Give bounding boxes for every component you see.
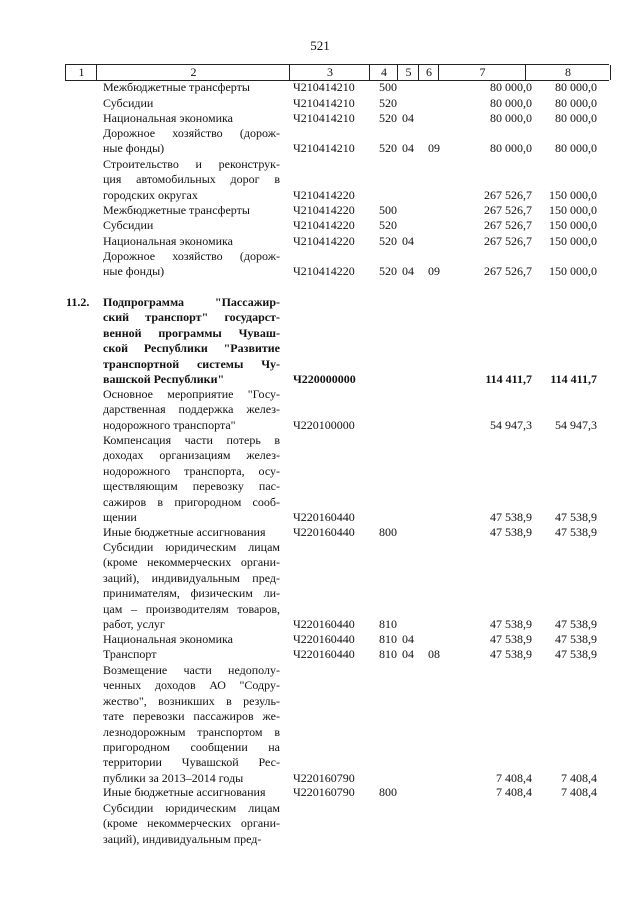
row-name	[103, 295, 280, 387]
budget-code: Ч220160790	[293, 770, 355, 785]
row-name	[103, 387, 280, 433]
amount-col7: 267 526,7	[484, 187, 532, 202]
amount-col7: 80 000,0	[490, 96, 532, 110]
section: 04	[402, 141, 414, 156]
budget-code: Ч210414210	[293, 141, 355, 156]
budget-code: Ч220160440	[293, 647, 355, 661]
header-col-2: 2	[96, 65, 290, 80]
budget-code: Ч210414220	[293, 218, 355, 232]
row-name-line: тате перевозки пассажиров же-	[103, 709, 280, 724]
row-name-line: работ, услуг	[103, 616, 165, 631]
row-name-line: Межбюджетные трансферты	[103, 80, 250, 94]
row-name	[103, 234, 280, 249]
row-name-line: заций), индивидуальным пред-	[103, 570, 280, 585]
amount-col8: 47 538,9	[555, 617, 597, 631]
row-name-line: ской Республики "Развитие	[103, 341, 280, 356]
budget-code: Ч220000000	[293, 372, 356, 386]
row-name	[103, 203, 280, 218]
row-name-line: Национальная экономика	[103, 632, 233, 646]
table-header	[65, 64, 609, 81]
header-col-5: 5	[397, 65, 419, 80]
row-name	[103, 126, 280, 157]
row-name	[103, 80, 280, 95]
expense-group: 520	[379, 141, 397, 156]
row-name-line: Дорожное хозяйство (дорож-	[103, 126, 280, 140]
amount-col8: 7 408,4	[561, 785, 597, 799]
amount-col8: 150 000,0	[549, 264, 597, 279]
row-name-line: нодорожного транспорта"	[103, 417, 236, 432]
row-name-line: щении	[103, 509, 137, 524]
row-name-line: цам – производителям товаров,	[103, 601, 280, 616]
amount-col7: 47 538,9	[490, 632, 532, 646]
expense-group: 520	[379, 264, 397, 279]
row-name	[103, 785, 280, 800]
amount-col7: 267 526,7	[484, 203, 532, 217]
row-name-line: ные фонды)	[103, 264, 165, 279]
subsection: 09	[428, 141, 440, 156]
row-name-line: (кроме некоммерческих органи-	[103, 816, 280, 831]
budget-code: Ч220160440	[293, 510, 355, 524]
row-name-line: территории Чувашской Рес-	[103, 755, 280, 770]
amount-col7: 47 538,9	[490, 647, 532, 661]
row-name-line: Транспорт	[103, 647, 157, 661]
row-name-line: Иные бюджетные ассигнования	[103, 785, 266, 799]
row-name-line: сажиров в пригородном сооб-	[103, 494, 280, 509]
amount-col7: 80 000,0	[490, 141, 532, 156]
row-name-line: публики за 2013–2014 годы	[103, 770, 244, 785]
row-name-line: Субсидии	[103, 218, 154, 232]
header-col-3: 3	[289, 65, 370, 80]
row-name-line: Основное мероприятие "Госу-	[103, 387, 280, 401]
header-col-7: 7	[438, 65, 526, 80]
page-number: 521	[310, 38, 330, 53]
amount-col8: 150 000,0	[549, 187, 597, 202]
expense-group: 500	[379, 80, 397, 94]
budget-code: Ч220160440	[293, 525, 355, 539]
row-name	[103, 96, 280, 111]
row-name-line: Субсидии	[103, 96, 154, 110]
row-name-line: заций), индивидуальным пред-	[103, 831, 262, 846]
budget-code: Ч210414220	[293, 203, 355, 217]
row-name-line: вашской Республики"	[103, 371, 225, 386]
amount-col8: 80 000,0	[555, 111, 597, 125]
row-name-line: Подпрограмма "Пассажир-	[103, 295, 280, 309]
row-name-line: Строительство и реконструк-	[103, 157, 280, 171]
amount-col7: 7 408,4	[496, 785, 532, 799]
row-name	[103, 801, 280, 847]
amount-col8: 47 538,9	[555, 525, 597, 539]
row-name	[103, 647, 280, 662]
row-name-line: венной программы Чуваш-	[103, 325, 280, 340]
budget-code: Ч220160440	[293, 632, 355, 646]
row-name-line: дарственная поддержка желез-	[103, 402, 280, 417]
row-name-line: ные фонды)	[103, 141, 165, 156]
amount-col7: 114 411,7	[485, 372, 532, 386]
row-name-line: нодорожного транспорта, осу-	[103, 463, 280, 478]
amount-col8: 54 947,3	[555, 417, 597, 432]
amount-col8: 80 000,0	[555, 141, 597, 156]
row-name-line: ция автомобильных дорог в	[103, 172, 280, 187]
amount-col7: 54 947,3	[490, 417, 532, 432]
row-name-line: Субсидии юридическим лицам	[103, 540, 280, 554]
expense-group: 520	[379, 111, 397, 125]
amount-col7: 47 538,9	[490, 510, 532, 524]
row-name-line: Дорожное хозяйство (дорож-	[103, 249, 280, 263]
amount-col8: 114 411,7	[550, 372, 597, 386]
row-name-line: транспортной системы Чу-	[103, 356, 280, 371]
budget-code: Ч220100000	[293, 417, 355, 432]
amount-col8: 47 538,9	[555, 510, 597, 524]
section: 04	[402, 234, 414, 248]
section: 04	[402, 111, 414, 125]
row-name-line: ществляющим перевозку пас-	[103, 479, 280, 494]
row-number: 11.2.	[66, 295, 90, 309]
expense-group: 520	[379, 96, 397, 110]
header-col-6: 6	[418, 65, 439, 80]
section: 04	[402, 632, 414, 646]
row-name	[103, 111, 280, 126]
amount-col7: 47 538,9	[490, 525, 532, 539]
row-name-line: лезнодорожным транспортом в	[103, 724, 280, 739]
row-name-line: городских округах	[103, 187, 198, 202]
row-name	[103, 663, 280, 786]
amount-col7: 80 000,0	[490, 111, 532, 125]
subsection: 09	[428, 264, 440, 279]
row-name	[103, 525, 280, 540]
amount-col8: 150 000,0	[549, 234, 597, 248]
budget-code: Ч210414210	[293, 111, 355, 125]
row-name-line: Национальная экономика	[103, 234, 233, 248]
expense-group: 810	[379, 647, 397, 661]
row-name-line: пригородном сообщении на	[103, 739, 280, 754]
row-name-line: принимателям, физическим ли-	[103, 586, 280, 601]
section: 04	[402, 647, 414, 661]
budget-code: Ч210414210	[293, 96, 355, 110]
amount-col7: 47 538,9	[490, 617, 532, 631]
row-name-line: Возмещение части недополу-	[103, 663, 280, 677]
expense-group: 520	[379, 218, 397, 232]
amount-col7: 267 526,7	[484, 234, 532, 248]
row-name-line: Межбюджетные трансферты	[103, 203, 250, 217]
expense-group: 500	[379, 203, 397, 217]
amount-col8: 80 000,0	[555, 96, 597, 110]
section: 04	[402, 264, 414, 279]
header-col-8: 8	[525, 65, 611, 80]
budget-code: Ч210414220	[293, 187, 355, 202]
row-name	[103, 433, 280, 525]
row-name-line: ченных доходов АО "Содру-	[103, 678, 280, 693]
row-name-line: жество", возникших в резуль-	[103, 693, 280, 708]
amount-col7: 267 526,7	[484, 218, 532, 232]
amount-col8: 47 538,9	[555, 632, 597, 646]
amount-col7: 267 526,7	[484, 264, 532, 279]
amount-col8: 7 408,4	[561, 770, 597, 785]
row-name	[103, 218, 280, 233]
row-name-line: Компенсация части потерь в	[103, 433, 280, 447]
expense-group: 800	[379, 785, 397, 799]
amount-col8: 47 538,9	[555, 647, 597, 661]
amount-col7: 7 408,4	[496, 770, 532, 785]
row-name-line: Субсидии юридическим лицам	[103, 801, 280, 815]
header-col-4: 4	[369, 65, 398, 80]
expense-group: 520	[379, 234, 397, 248]
amount-col8: 150 000,0	[549, 218, 597, 232]
budget-code: Ч210414210	[293, 80, 355, 94]
budget-code: Ч210414220	[293, 264, 355, 279]
row-name-line: Национальная экономика	[103, 111, 233, 125]
row-name-line: доходах организациям желез-	[103, 448, 280, 463]
row-name	[103, 249, 280, 280]
subsection: 08	[428, 647, 440, 661]
amount-col8: 150 000,0	[549, 203, 597, 217]
row-name-line: Иные бюджетные ассигнования	[103, 525, 266, 539]
header-col-1: 1	[65, 65, 97, 80]
budget-code: Ч210414220	[293, 234, 355, 248]
budget-code: Ч220160440	[293, 617, 355, 631]
amount-col8: 80 000,0	[555, 80, 597, 94]
row-name-line: (кроме некоммерческих органи-	[103, 555, 280, 570]
budget-code: Ч220160790	[293, 785, 355, 799]
row-name-line: ский транспорт" государст-	[103, 310, 280, 325]
row-name	[103, 632, 280, 647]
row-name	[103, 157, 280, 203]
expense-group: 800	[379, 525, 397, 539]
expense-group: 810	[379, 617, 397, 631]
amount-col7: 80 000,0	[490, 80, 532, 94]
row-name	[103, 540, 280, 632]
expense-group: 810	[379, 632, 397, 646]
